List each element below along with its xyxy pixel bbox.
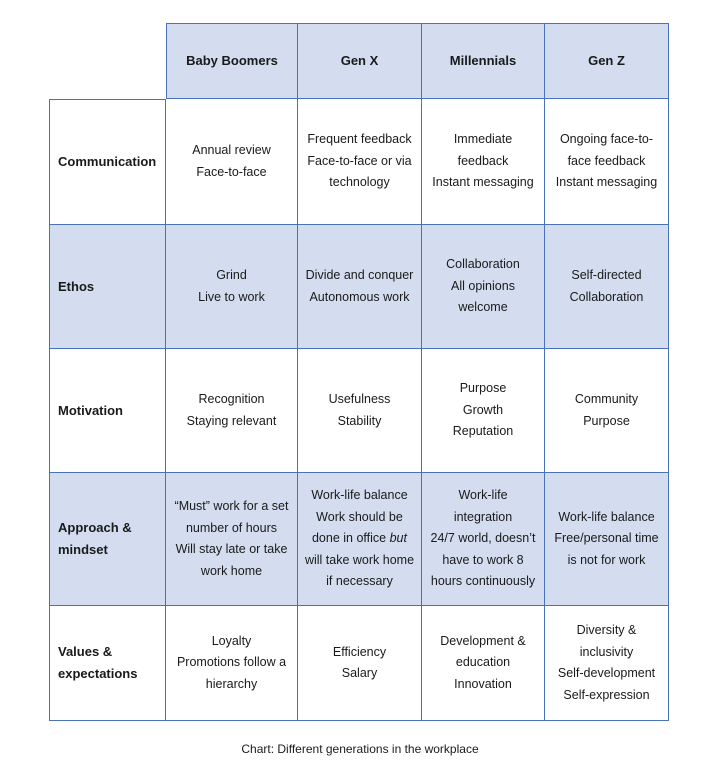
cell-line: 24/7 world, doesn’t xyxy=(430,531,536,546)
cell-line: Growth xyxy=(462,402,504,417)
table-cell-gen-x xyxy=(298,99,422,225)
cell-line: if necessary xyxy=(326,574,393,589)
col-header-gen-x: Gen X xyxy=(298,23,422,99)
cell-line: Development & xyxy=(440,633,526,648)
table-caption: Chart: Different generations in the workplace xyxy=(241,742,479,756)
row-header xyxy=(49,99,166,225)
cell-line: feedback xyxy=(457,153,509,168)
cell-line: Work-life xyxy=(458,488,508,503)
cell-line: Recognition xyxy=(198,392,265,406)
row-header xyxy=(49,349,166,473)
cell-line: face feedback xyxy=(567,153,646,168)
cell-line: Frequent feedback xyxy=(307,132,412,147)
cell-line: All opinions xyxy=(451,278,515,293)
table-cell-millennials xyxy=(422,473,545,606)
table-cell-gen-x xyxy=(298,473,422,606)
table-cell-gen-x xyxy=(298,606,422,721)
cell-line: Instant messaging xyxy=(555,175,658,190)
cell-line: mindset xyxy=(58,542,108,557)
cell-line: Grind xyxy=(216,268,247,282)
cell-line: Self-expression xyxy=(563,687,650,702)
cell-line: Work should be xyxy=(316,509,403,524)
table-cell-baby-boomers xyxy=(166,473,298,606)
cell-line: Will stay late or take xyxy=(175,542,288,556)
row-header xyxy=(49,606,166,721)
cell-line: Diversity & xyxy=(576,623,637,637)
table-cell-baby-boomers xyxy=(166,99,298,225)
table-cell-baby-boomers xyxy=(166,225,298,349)
cell-line: education xyxy=(455,655,511,670)
cell-line: Purpose xyxy=(459,381,507,396)
cell-line: Salary xyxy=(341,666,378,680)
cell-line: Work-life balance xyxy=(558,509,655,524)
cell-line: work home xyxy=(200,563,263,578)
cell-line: Immediate xyxy=(453,132,513,147)
cell-line: is not for work xyxy=(567,552,646,567)
cell-line: Autonomous work xyxy=(309,289,410,304)
cell-line: Self-development xyxy=(557,666,656,680)
cell-line: Purpose xyxy=(583,413,630,428)
cell-line: have to work 8 xyxy=(442,552,524,567)
cell-line: inclusivity xyxy=(579,644,634,659)
table-cell-gen-z xyxy=(545,606,669,721)
cell-line: hours continuously xyxy=(430,574,536,589)
cell-line: Reputation xyxy=(452,424,514,439)
row-header xyxy=(49,225,166,349)
cell-line: Values & xyxy=(58,644,113,659)
table-cell-millennials xyxy=(422,99,545,225)
cell-line: welcome xyxy=(458,300,508,315)
table-cell-gen-x xyxy=(298,225,422,349)
table-cell-baby-boomers xyxy=(166,349,298,473)
cell-line: Self-directed xyxy=(571,268,642,282)
cell-line: done in office but xyxy=(311,531,407,546)
cell-line: Collaboration xyxy=(569,289,644,304)
cell-line: Loyalty xyxy=(211,633,252,648)
generations-table xyxy=(49,23,669,721)
cell-line: Face-to-face or via xyxy=(307,153,412,168)
cell-line: Work-life balance xyxy=(311,488,408,503)
table-cell-gen-z xyxy=(545,473,669,606)
cell-line: integration xyxy=(453,509,513,524)
cell-line: Annual review xyxy=(192,143,271,157)
cell-line: Promotions follow a xyxy=(176,655,287,670)
cell-line: technology xyxy=(329,175,390,190)
cell-line: Instant messaging xyxy=(432,175,534,190)
cell-line: Free/personal time xyxy=(554,531,659,546)
table-cell-millennials xyxy=(422,225,545,349)
cell-line: Communication xyxy=(58,154,157,169)
cell-line: Divide and conquer xyxy=(305,268,414,282)
table-cell-millennials xyxy=(422,606,545,721)
cell-line: Innovation xyxy=(454,676,512,691)
table-cell-gen-z xyxy=(545,99,669,225)
cell-line: will take work home xyxy=(304,552,415,567)
cell-line: “Must” work for a set xyxy=(174,499,289,513)
col-header-gen-z: Gen Z xyxy=(545,23,669,99)
table-cell-baby-boomers xyxy=(166,606,298,721)
cell-line: Usefulness xyxy=(328,392,391,406)
table-cell-gen-z xyxy=(545,225,669,349)
cell-line: Community xyxy=(574,392,639,406)
table-cell-millennials xyxy=(422,349,545,473)
cell-line: hierarchy xyxy=(205,676,258,691)
table-cell-gen-z xyxy=(545,349,669,473)
cell-line: Staying relevant xyxy=(186,413,277,428)
cell-line: expectations xyxy=(58,666,138,681)
cell-line: Efficiency xyxy=(332,644,387,659)
cell-line: Live to work xyxy=(198,289,265,304)
cell-line: Approach & xyxy=(58,520,132,535)
cell-line: Motivation xyxy=(58,402,123,418)
col-header-baby-boomers: Baby Boomers xyxy=(166,23,298,99)
cell-line: Ethos xyxy=(58,278,95,294)
table-cell-gen-x xyxy=(298,349,422,473)
cell-line: Face-to-face xyxy=(196,164,267,179)
cell-line: Ongoing face-to- xyxy=(559,132,654,147)
cell-line: Collaboration xyxy=(446,257,520,272)
col-header-millennials: Millennials xyxy=(422,23,545,99)
cell-line: number of hours xyxy=(185,520,277,535)
row-header xyxy=(49,473,166,606)
cell-line: Stability xyxy=(337,413,382,428)
